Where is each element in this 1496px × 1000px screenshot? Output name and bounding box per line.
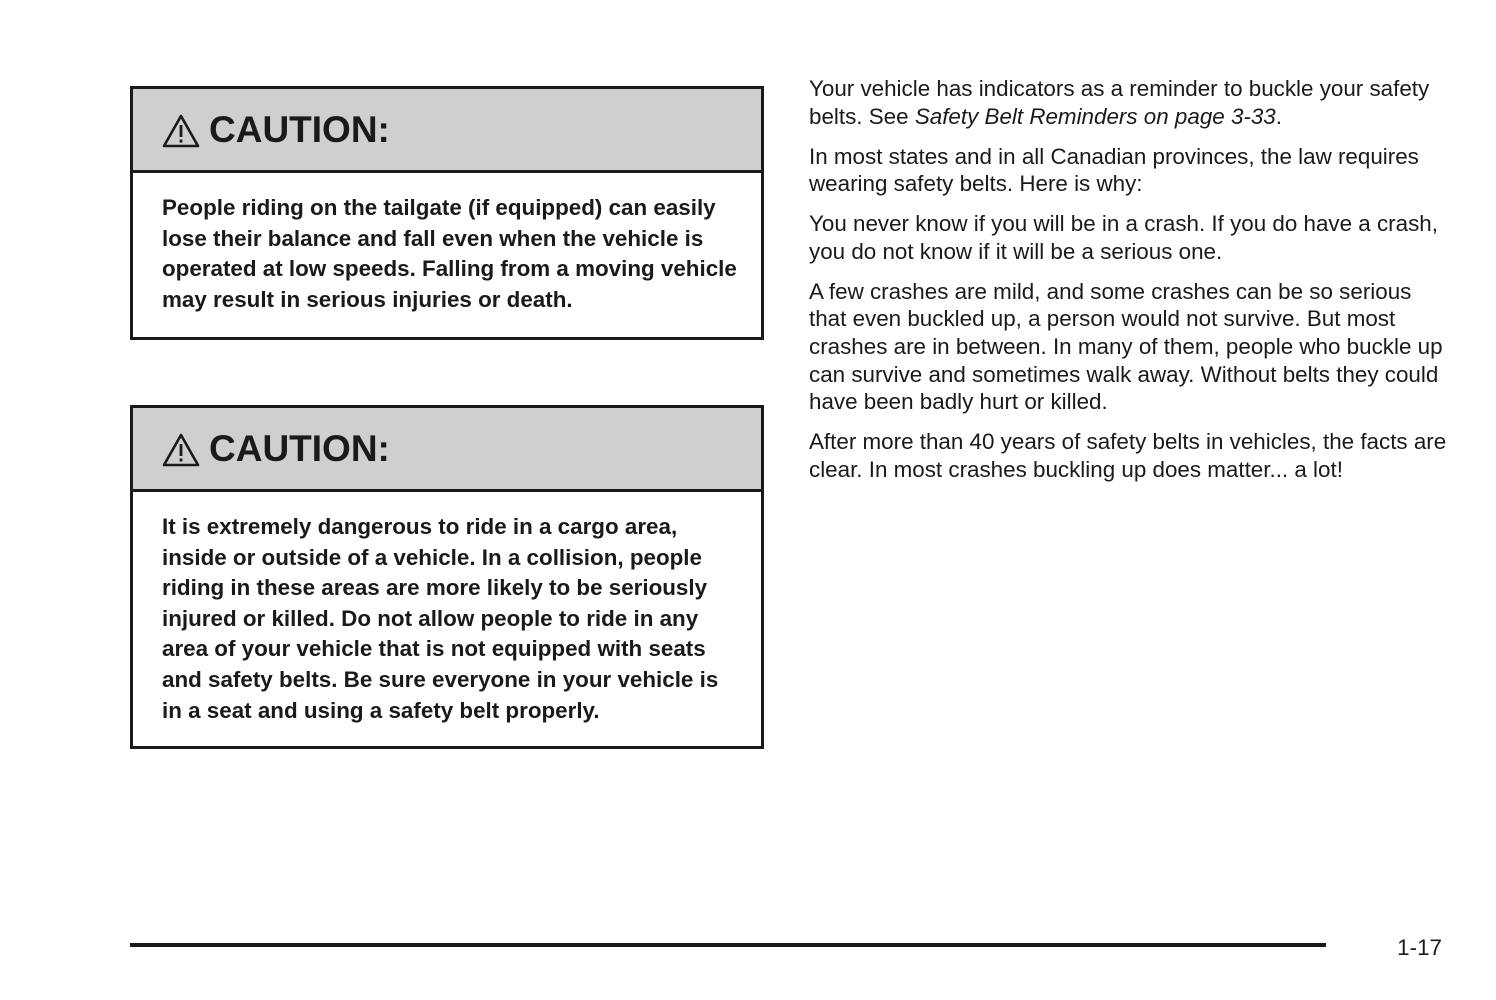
footer-divider — [130, 943, 1326, 947]
caution-title: CAUTION: — [209, 109, 390, 150]
warning-triangle-icon — [161, 113, 201, 149]
cross-reference-link[interactable]: Safety Belt Reminders on page 3-33 — [914, 103, 1276, 129]
paragraph-reminders — [809, 75, 1449, 130]
body-text-column — [809, 75, 1449, 496]
paragraph-mild-crashes: A few crashes are mild, and some crashes can be so serious that even buckled up, a person would not survive. But most crashes are in between. In many of them, people who buckle up can survive and sometimes walk away. Without belts they could have been badly hurt or killed. — [809, 278, 1443, 415]
caution-box-cargo — [130, 405, 764, 749]
paragraph-facts: After more than 40 years of safety belts in vehicles, the facts are clear. In most crashes buckling up does matter... a lot! — [809, 429, 1447, 482]
page-number: 1-17 — [1397, 935, 1442, 960]
caution-text: It is extremely dangerous to ride in a cargo area, inside or outside of a vehicle. In a collision, people riding in these areas are more likely to be seriously injured or killed. Do not allow people to ride in any area of your vehicle that is not equipped with seats and safety belts. Be sure everyone in your vehicle is in a seat and using a safety belt properly. — [162, 514, 719, 723]
caution-title: CAUTION: — [209, 428, 390, 469]
caution-box-tailgate — [130, 86, 764, 340]
warning-triangle-icon — [161, 432, 201, 468]
paragraph-crash: You never know if you will be in a crash. If you do have a crash, you do not know if it will be a serious one. — [809, 211, 1438, 264]
caution-text: People riding on the tailgate (if equipped) can easily lose their balance and fall even when the vehicle is operated at low speeds. Falling from a moving vehicle may result in serious injuries or death. — [162, 195, 737, 312]
paragraph-text: Your vehicle has indicators as a reminder to buckle your safety belts. See — [809, 76, 1430, 129]
paragraph-law: In most states and in all Canadian provinces, the law requires wearing safety belts. Here is why: — [809, 143, 1419, 197]
caution-header — [133, 89, 761, 173]
paragraph-end: . — [1275, 103, 1282, 129]
caution-header — [133, 408, 761, 492]
